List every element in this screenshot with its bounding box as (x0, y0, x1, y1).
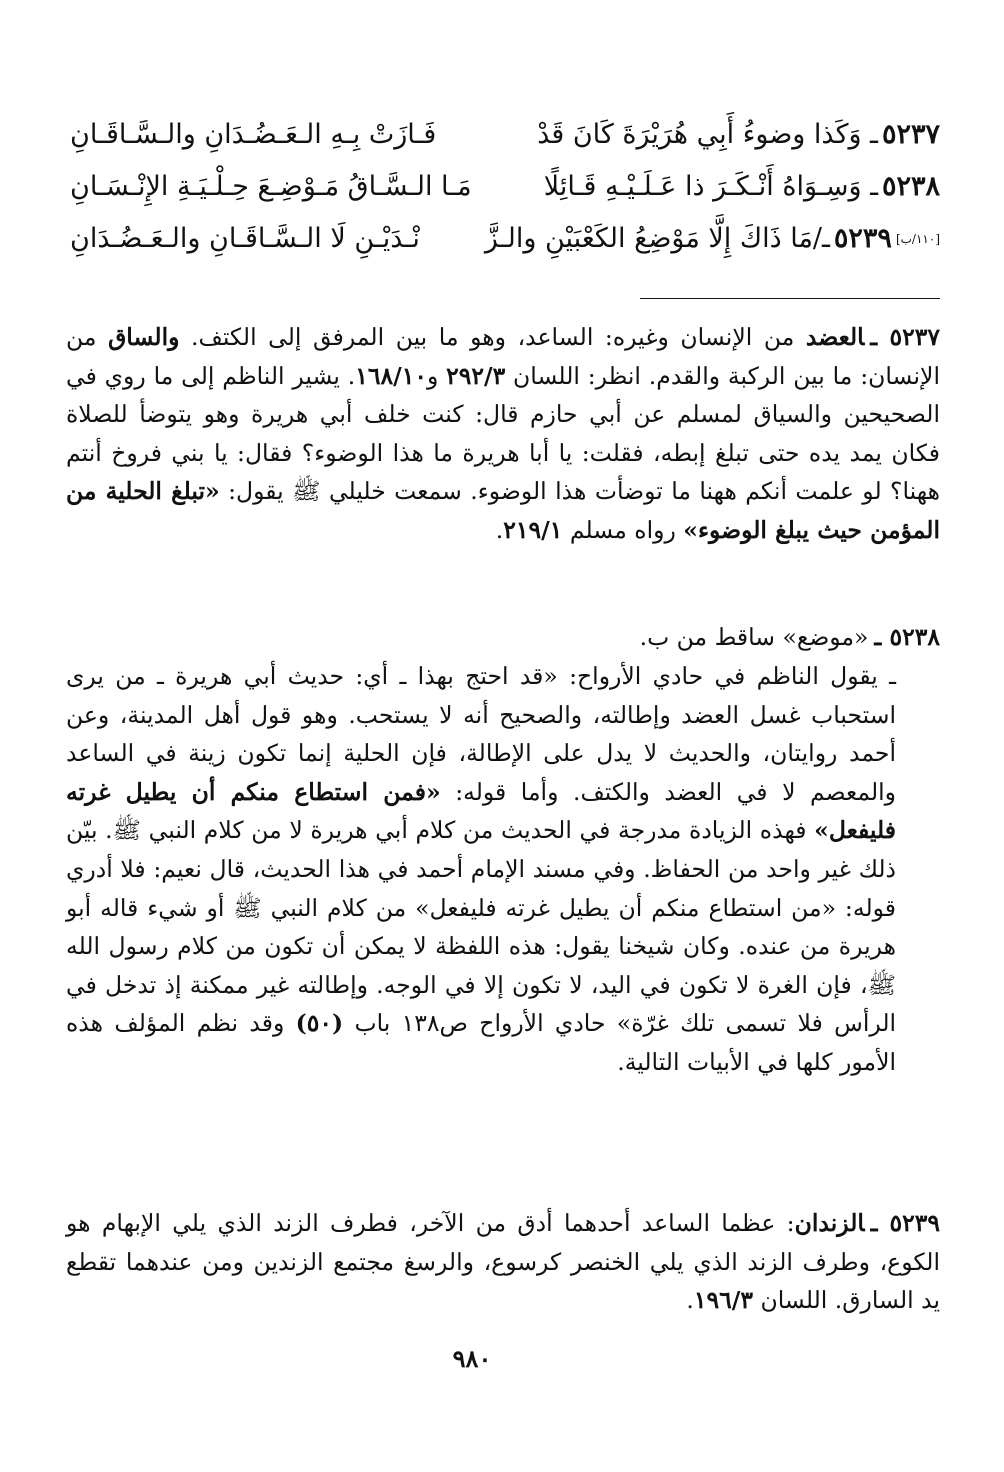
manuscript-folio-marker: [١١٠/ب] (895, 232, 940, 246)
footnote-number: ٥٢٣٨ ـ (874, 623, 940, 651)
footnote-5239: ٥٢٣٩ ـالزندان: عظما الساعد أحدهما أدق من الآخر، فطرف الزند الذي يلي الإبهام هو الكوع، وطرف الزند الذي يلي الخنصر كرسوع، والرسغ مجتمع الزندين ومن عندهما تقطع يد السارق. اللسان ١٩٦/٣. (66, 1209, 940, 1315)
footnote-number: ٥٢٣٩ ـ (870, 1209, 940, 1237)
footnote-number: ٥٢٣٧ ـ (870, 323, 940, 351)
hadith-quote: «فمن استطاع منكم أن يطيل غرته فليفعل» (66, 777, 896, 845)
verse-second-hemistich: نْـدَيْـنِ لَا الـسَّـاقَـانِ والـعَـضُـدَانِ (70, 223, 420, 254)
verse-first-hemistich: ٥٢٣٧ـ وَكَذا وضوءُ أَبِي هُرَيْرَةَ كَانَ قَدْ (537, 119, 940, 150)
verse-second-hemistich: مَـا الـسَّـاقُ مَـوْضِـعَ حِـلْـيَـةِ الإِنْـسَـانِ (70, 171, 472, 202)
footnote-5238: ٥٢٣٨ ـ«موضع» ساقط من ب. (639, 623, 940, 651)
page-number: ٩٨٠ (452, 1344, 492, 1373)
hadith-quote: «تبلغ الحلية من المؤمن حيث يبلغ الوضوء» (66, 477, 940, 544)
verse-second-hemistich: فَـازَتْ بِـهِ الـعَـضُـدَانِ والـسَّـاقَـانِ (70, 119, 437, 150)
footnote-5237: ٥٢٣٧ ـالعضد من الإنسان وغيره: الساعد، وهو ما بين المرفق إلى الكتف. والساق من الإنسان: ما بين الركبة والقدم. انظر: اللسان ٢٩٢/٣ و١٦٨/١٠. يشير الناظم إلى ما روي في الصحيحين والسياق لمسلم عن أبي حازم قال: كنت خلف أبي هريرة وهو يتوضأ للصلاة فكان يمد يده حتى تبلغ إبطه، فقلت: يا أبا هريرة ما هذا الوضوء؟ فقال: يا بني فروخ أنتم ههنا؟ لو علمت أنكم ههنا ما توضأت هذا الوضوء. سمعت خليلي ﷺ يقول: «تبلغ الحلية من المؤمن حيث يبلغ الوضوء» رواه مسلم ٢١٩/١. (66, 323, 940, 544)
term-zandan: الزندان (794, 1209, 865, 1237)
term-saq: والساق (108, 323, 180, 351)
footnote-5238-body: ـ يقول الناظم في حادي الأرواح: «قد احتج بهذا ـ أي: حديث أبي هريرة ـ من يرى استحباب غسل العضد وإطالته، والصحيح أنه لا يستحب. وهو قول أهل المدينة، وعن أحمد روايتان، والحديث لا يدل على الإطالة، فإن الحلية إنما تكون زينة في الساعد والمعصم لا في العضد والكتف. وأما قوله: «فمن استطاع منكم أن يطيل غرته فليفعل» فهذه الزيادة مدرجة في الحديث من كلام أبي هريرة لا من كلام النبي ﷺ. بيّن ذلك غير واحد من الحفاظ. وفي مسند الإمام أحمد في هذا الحديث، قال نعيم: فلا أدري قوله: «من استطاع منكم أن يطيل غرته فليفعل» من كلام النبي ﷺ أو شيء قاله أبو هريرة من عنده. وكان شيخنا يقول: هذه اللفظة لا يمكن أن تكون من كلام رسول الله ﷺ، فإن الغرة لا تكون في اليد، لا تكون إلا في الوجه. وإطالته غير ممكنة إذ تدخل في الرأس فلا تسمى تلك غرّة» حادي الأرواح ص١٣٨ باب (٥٠) وقد نظم المؤلف هذه الأمور كلها في الأبيات التالية. (66, 662, 897, 1076)
verse-number: ٥٢٣٩ (833, 223, 892, 254)
footnote-separator (640, 298, 940, 299)
term-adud: العضد (805, 323, 865, 351)
verse-first-hemistich: ٥٢٣٨ـ وَسِـوَاهُ أَنْـكَـرَ ذا عَـلَـيْـهِ قَـائِلًا (543, 171, 940, 202)
verse-number: ٥٢٣٨ (881, 171, 940, 202)
verse-5237 (60, 112, 940, 158)
verse-number: ٥٢٣٧ (881, 119, 940, 150)
verse-5238 (60, 164, 940, 210)
verse-first-hemistich: [١١٠/ب]٥٢٣٩ـ/مَا ذَاكَ إِلَّا مَوْضِعُ الكَعْبَيْنِ والـزَّ (484, 223, 940, 254)
verse-5239 (60, 216, 940, 262)
